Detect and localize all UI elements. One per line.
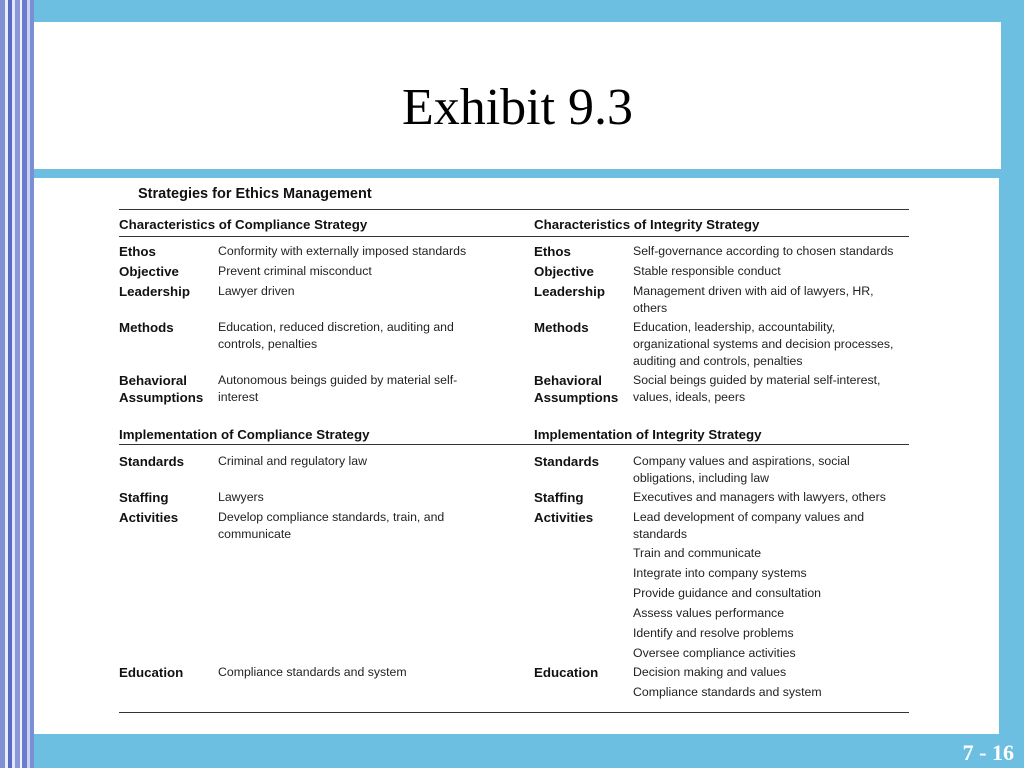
slide-title: Exhibit 9.3	[401, 79, 634, 136]
left-stripe-decoration	[0, 0, 36, 768]
exhibit-table	[34, 178, 999, 734]
compliance-implementation-heading: Implementation of Compliance Strategy	[119, 427, 370, 442]
integrity-activity-item: Identify and resolve problems	[633, 626, 794, 640]
integrity-activity-item: Integrate into company systems	[633, 566, 807, 580]
row-label-objective: Objective	[534, 264, 594, 279]
integrity-activity-item: Provide guidance and consultation	[633, 586, 822, 600]
compliance-methods: Education, reduced discretion, auditing and controls, penalties	[218, 320, 454, 351]
row-label-activities: Activities	[119, 510, 179, 525]
integrity-characteristics-heading: Characteristics of Integrity Strategy	[534, 217, 760, 232]
table-heading: Strategies for Ethics Management	[138, 186, 372, 202]
row-label-objective: Objective	[119, 264, 179, 279]
compliance-education: Compliance standards and system	[218, 665, 407, 679]
row-label-behavioral-assumptions: Behavioral Assumptions	[119, 373, 204, 405]
divider	[119, 236, 909, 237]
integrity-staffing: Executives and managers with lawyers, others	[633, 490, 886, 504]
row-label-methods: Methods	[119, 320, 174, 335]
integrity-activity-item: Train and communicate	[633, 546, 762, 560]
row-label-education: Education	[119, 665, 184, 680]
row-label-leadership: Leadership	[534, 284, 605, 299]
integrity-leadership: Management driven with aid of lawyers, HR, others	[633, 284, 874, 315]
compliance-behavioral-assumptions: Autonomous beings guided by material self-interest	[218, 373, 458, 404]
integrity-methods: Education, leadership, accountability, organizational systems and decision processes, auditing and controls, penalties	[633, 320, 894, 368]
slide-number: 7 - 16	[962, 740, 1014, 765]
integrity-activities: Lead development of company values and standards	[633, 510, 865, 541]
compliance-staffing: Lawyers	[218, 490, 264, 504]
row-label-standards: Standards	[534, 454, 600, 469]
divider	[119, 712, 909, 713]
integrity-activity-item: Assess values performance	[633, 606, 785, 620]
compliance-standards: Criminal and regulatory law	[218, 454, 367, 468]
integrity-behavioral-assumptions: Social beings guided by material self-interest, values, ideals, peers	[633, 373, 881, 404]
integrity-ethos: Self-governance according to chosen standards	[633, 244, 894, 258]
divider	[119, 209, 909, 210]
integrity-objective: Stable responsible conduct	[633, 264, 781, 278]
integrity-standards: Company values and aspirations, social obligations, including law	[633, 454, 850, 485]
compliance-leadership: Lawyer driven	[218, 284, 295, 298]
row-label-standards: Standards	[119, 454, 185, 469]
compliance-objective: Prevent criminal misconduct	[218, 264, 372, 278]
compliance-ethos: Conformity with externally imposed standards	[218, 244, 467, 258]
integrity-implementation-heading: Implementation of Integrity Strategy	[534, 427, 762, 442]
integrity-education-item: Compliance standards and system	[633, 685, 822, 699]
row-label-methods: Methods	[534, 320, 589, 335]
row-label-education: Education	[534, 665, 599, 680]
row-label-staffing: Staffing	[534, 490, 584, 505]
divider	[119, 444, 909, 445]
row-label-ethos: Ethos	[534, 244, 571, 259]
integrity-activity-item: Oversee compliance activities	[633, 646, 796, 660]
compliance-activities: Develop compliance standards, train, and communicate	[218, 510, 445, 541]
row-label-behavioral-assumptions: Behavioral Assumptions	[534, 373, 619, 405]
row-label-staffing: Staffing	[119, 490, 169, 505]
row-label-leadership: Leadership	[119, 284, 190, 299]
compliance-characteristics-heading: Characteristics of Compliance Strategy	[119, 217, 368, 232]
row-label-ethos: Ethos	[119, 244, 156, 259]
title-panel	[34, 22, 1001, 169]
row-label-activities: Activities	[534, 510, 594, 525]
integrity-education: Decision making and values	[633, 665, 787, 679]
